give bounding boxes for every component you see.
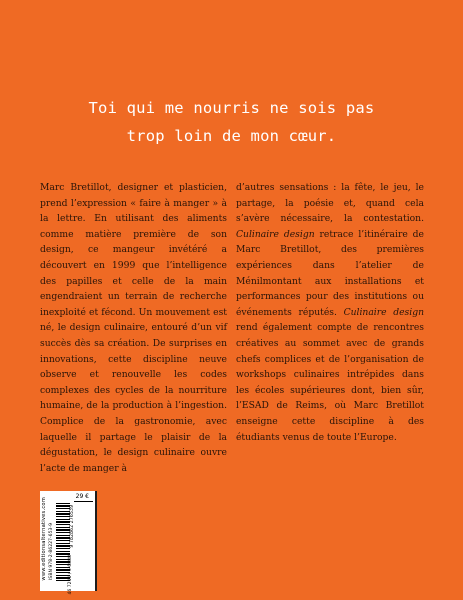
price-divider bbox=[74, 501, 93, 502]
book-title-1: Culinaire design bbox=[236, 228, 315, 240]
description-left-column bbox=[40, 180, 227, 476]
description-paragraph-2 bbox=[236, 180, 424, 445]
description-paragraph-1: Marc Bretillot, designer et plasticien, prend l’expression « faire à manger » à la lettre. En utilisant des aliments comme matière première de son design, ce mangeur invétéré a découvert en 1999 que l’intelligence des papilles et celle de la main engendraient un terrain de recherche inexploité et fécond. Un mouvement est né, le design culinaire, entouré d’un vif succès dès sa création. De surprises en innovations, cette discipline neuve observe et renouvelle les codes complexes des cycles de la nourriture humaine, de la production à l’ingestion. Complice de la gastronomie, avec laquelle il partage le plaisir de la dégustation, le design culinaire ouvre l’acte de manger à bbox=[40, 182, 227, 474]
barcode-digits: 9 782862 276539 bbox=[70, 505, 75, 548]
description-text-3: rend également compte de rencontres créatives au sommet avec de grands chefs complices et de l’organisation de workshops culinaires intrépides dans les écoles supérieures dont, bien sûr, l’ESAD de Reims, où Marc Bretillot enseigne cette discipline à des étudiants venus de toute l’Europe. bbox=[236, 322, 424, 443]
description-right-column bbox=[236, 180, 424, 445]
tagline bbox=[0, 94, 463, 150]
tagline-line-1: Toi qui me nourris ne sois pas bbox=[88, 99, 375, 117]
barcode-panel bbox=[40, 491, 97, 595]
distribution-code: 46 7211 / 5 6888 bbox=[68, 555, 73, 595]
tagline-line-2: trop loin de mon cœur. bbox=[126, 127, 337, 145]
description-text-1: d’autres sensations : la fête, le jeu, le partage, la poésie et, quand cela s’avère nécessaire, la contestation. bbox=[236, 182, 424, 225]
book-title-2: Culinaire design bbox=[343, 306, 424, 318]
publisher-website: www.editionsalternatives.com bbox=[41, 497, 47, 581]
price-label: 29 € bbox=[75, 493, 89, 500]
isbn-number: ISBN 978-2-86227-653-9 bbox=[49, 523, 54, 580]
description-text-2: retrace l’itinéraire de Marc Bretillot, des premières expériences dans l’atelier de Ménilmontant aux installations et performances pour des institutions ou événements réputés. bbox=[236, 228, 424, 318]
